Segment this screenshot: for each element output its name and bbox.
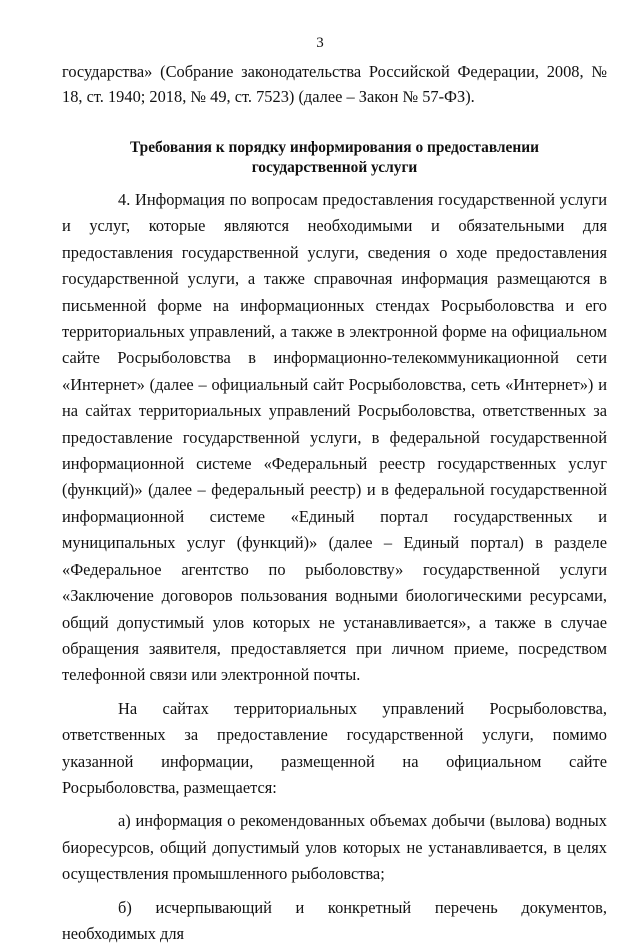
section-heading-line-1: Требования к порядку информирования о предоставлении xyxy=(129,139,539,156)
intro-paragraph: государства» (Собрание законодательства Российской Федерации, 2008, № 18, ст. 1940; 2018, № 49, ст. 7523) (далее – Закон № 57-ФЗ). xyxy=(62,62,607,106)
list-item-b: б) исчерпывающий и конкретный перечень документов, необходимых для xyxy=(62,897,607,943)
paragraph-4-information: 4. Информация по вопросам предоставления государственной услуги и услуг, которые являются необходимыми и обязательными для предоставления государственной услуги, сведения о ходе предоставления государственной услуги, а также справочная информация размещаются в письменной форме на информационных стендах Росрыболовства и его территориальных управлений, а также в электронной форме на официальном сайте Росрыболовства в информационно-телекоммуникационной сети «Интернет» (далее – официальный сайт Росрыболовства, сеть «Интернет») и на сайтах территориальных управлений Росрыболовства, ответственных за предоставление государственной услуги, в федеральной государственной информационной системе «Федеральный реестр государственных услуг (функций)» (далее – федеральный реестр) и в федеральной государственной информационной системе «Единый портал государственных и муниципальных услуг (функций)» (далее – Единый портал) в разделе «Федеральное агентство по рыболовству» государственной услуги «Заключение договоров пользования водными биологическими ресурсами, общий допустимый улов которых не устанавливается», а также в случае обращения заявителя, предоставляется при личном приеме, посредством телефонной связи или электронной почты. xyxy=(62,190,607,685)
paragraph-territorial-sites: На сайтах территориальных управлений Росрыболовства, ответственных за предоставление государственной услуги, помимо указанной информации, размещенной на официальном сайте Росрыболовства, размещается: xyxy=(62,698,607,797)
list-item-a: а) информация о рекомендованных объемах добычи (вылова) водных биоресурсов, общий допустимый улов которых не устанавливается, в целях осуществления промышленного рыболовства; xyxy=(62,811,607,884)
section-heading xyxy=(62,138,607,178)
section-heading-line-2: государственной услуги xyxy=(251,159,418,176)
body-text xyxy=(62,187,607,947)
page-number: 3 xyxy=(316,35,324,51)
